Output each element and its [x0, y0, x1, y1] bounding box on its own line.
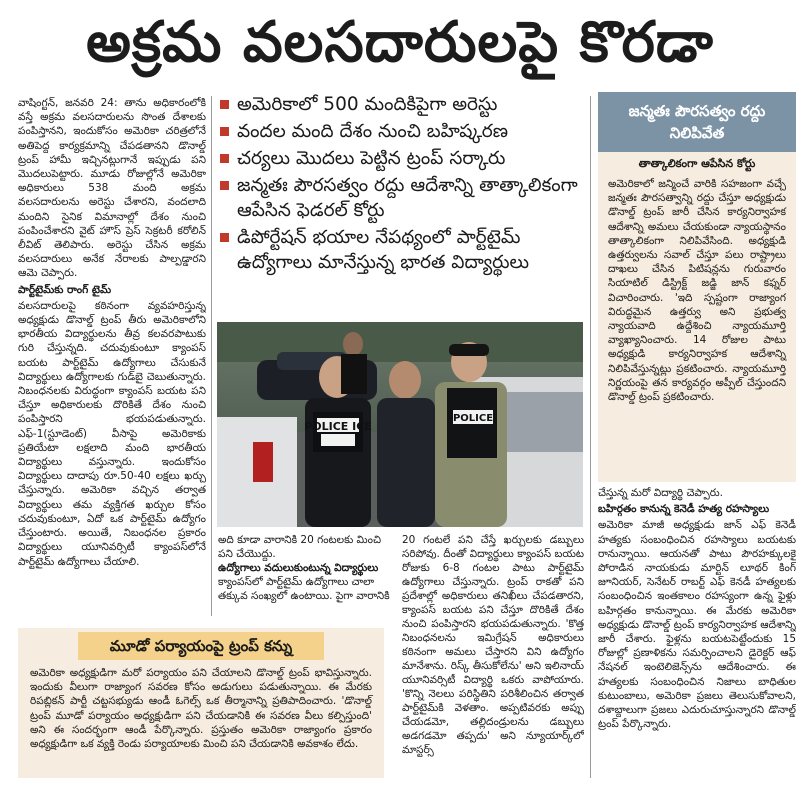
- left-intro: వాషింగ్టన్, జనవరి 24: తాను అధికారంలోకి వస్తే అక్రమ వలసదారులను సొంత దేశాలకు పంపిస్తానని, ఇందుకోసం అమెరికా చరిత్రలోనే అతిపెద్ద కార్యక్రమాన్ని చేపడతానని డొనాల్డ్ ట్రంప్ హామీ ఇచ్చినట్లుగానే ఇప్పుడు పని మొదలుపెట్టారు. మూడు రోజుల్లోనే అమెరికా అధికారులు 538 మంది అక్రమ వలసదారులను అరెస్టు చేశారని, వందలాది మందిని సైనిక విమానాల్లో దేశం నుంచి పంపించేశారని వైట్ హౌస్ ప్రెస్ సెక్రటరీ కరోలిన్ లీవిట్ తెలిపారు. అరెస్టు చేసిన అక్రమ వలసదారులు అనేక నేరాలకు పాల్పడ్డారని ఆమె చెప్పారు.: [18, 97, 206, 280]
- headline: అక్రమ వలసదారులపై కొరడా: [86, 10, 714, 75]
- column-divider: [590, 96, 591, 778]
- highlight-text: చర్యలు మొదలు పెట్టిన ట్రంప్ సర్కారు: [237, 148, 506, 169]
- ice-arrest-photo: [217, 322, 583, 527]
- caption-right-text: 20 గంటలే పని చేస్తే ఖర్చులకు డబ్బులు సరిపోవు. దీంతో విద్యార్థులు క్యాంపస్ బయట రోజుకు 6-8 గంటల పాటు పార్ట్‌టైమ్ ఉద్యోగాలు చేస్తున్నారు. ట్రంప్ రాకతో పని ప్రదేశాల్లో అధికారులు తనిఖీలు చేపడతారని, క్యాంపస్ బయట పని చేస్తూ దొరికితే దేశం నుంచి పంపిస్తారని భయపడుతున్నారు. 'కొత్త నిబంధనలను ఇమిగ్రేషన్ అధికారులు కఠినంగా అమలు చేస్తారని విని ఉద్యోగం మానేశాను. రిస్క్ తీసుకోలేను' అని ఇలినాయ్ యూనివర్సిటీ విద్యార్థి ఒకరు వాపోయారు. 'కొన్ని నెలలు పరిస్థితిని పరిశీలించిన తర్వాత పార్ట్‌టైమ్‌కి వెళతాం. అప్పటివరకు అప్పు చేయడమో, తల్లిదండ్రులను డబ్బులు అడగడమో తప్పదు' అని న్యూయార్క్‌లో మాస్టర్స్: [402, 534, 584, 756]
- left-body: వలసదారులపై కఠినంగా వ్యవహరిస్తున్న అధ్యక్షుడు డొనాల్డ్ ట్రంప్ తీరు అమెరికాలోని భారతీయ విద్యార్థులను తీవ్ర కలవరపాటుకు గురి చేస్తున్నది. చదువుకుంటూ క్యాంపస్ బయట పార్ట్‌టైమ్ ఉద్యోగాలు చేసుకునే విద్యార్థులు ఉద్యోగాలకు గుడ్‌బై చెబుతున్నారు. నిబంధనలకు విరుద్ధంగా క్యాంపస్ బయట పని చేస్తూ అధికారులకు దొరికితే దేశం నుంచి పంపిస్తారని భయపడుతున్నారు. ఎఫ్-1(స్టూడెంట్) వీసాపై అమెరికాకు ప్రతియేటా లక్షలాది మంది భారతీయ విద్యార్థులు వస్తున్నారు. ఇందుకోసం విద్యార్థులు దాదాపు రూ.50-40 లక్షలు ఖర్చు చేస్తున్నారు. అమెరికా వచ్చిన తర్వాత విద్యార్థులు తమ వ్యక్తిగత ఖర్చుల కోసం చదువుకుంటూ, ఏదో ఒక పార్ట్‌టైమ్ ఉద్యోగం చేస్తుంటారు. అయితే, నిబంధనల ప్రకారం విద్యార్థులు యూనివర్సిటీ క్యాంపస్‌లోనే పార్ట్‌టైమ్ ఉద్యోగాలు చేయాలి.: [18, 299, 206, 568]
- vest-label-left: POLICE ICE: [304, 420, 372, 433]
- caption-left-body: క్యాంపస్‌లో పార్ట్‌టైమ్ ఉద్యోగాలు చాలా తక్కువ సంఖ్యలో ఉంటాయి. పైగా వారానికి: [218, 576, 390, 602]
- right-lead: చేస్తున్న మరో విద్యార్థి చెప్పారు.: [598, 487, 723, 499]
- caption-left-subhead: ఉద్యోగాలు వదులుకుంటున్న విద్యార్థులు: [218, 562, 379, 574]
- caption-left: [218, 533, 394, 603]
- highlight-item: [218, 92, 583, 117]
- sidebox-body: అమెరికాలో జన్మించే వారికి సహజంగా వచ్చే జన్మతః పౌరసత్వాన్ని రద్దు చేస్తూ అధ్యక్షుడు డొనాల్డ్ ట్రంప్ జారీ చేసిన కార్యనిర్వాహక ఆదేశాన్ని అమలు చేయకుండా న్యాయస్థానం తాత్కాలికంగా నిలిపివేసింది. అధ్యక్షుడి ఉత్తర్వులను సవాల్ చేస్తూ పలు రాష్ట్రాలు దాఖలు చేసిన పిటిషన్లను గురువారం సియాటిల్ డిస్ట్రిక్ట్ జడ్జి జాన్ కఫ్నర్ విచారించారు. 'ఇది స్పష్టంగా రాజ్యాంగ విరుద్ధమైన ఉత్తర్వు అని ప్రభుత్వ న్యాయవాది ఉద్దేశించి న్యాయమూర్తి వ్యాఖ్యానించారు. 14 రోజుల పాటు అధ్యక్షుడి కార్యనిర్వాహక ఆదేశాన్ని నిలిపివేస్తున్నట్లు ప్రకటించారు. న్యాయమూర్తి నిర్ణయంపై తన కార్యవర్గం అప్పీల్ చేస్తుందని డొనాల్డ్ ట్రంప్ ప్రకటించారు.: [608, 178, 786, 404]
- right-column: [598, 486, 796, 780]
- left-column: [18, 96, 206, 616]
- highlights-list: [218, 92, 583, 277]
- sidebox-tag: తాత్కాలికంగా ఆపేసిన కోర్టు: [638, 157, 756, 170]
- third-term-box: [18, 628, 384, 778]
- caption-left-text: అది కూడా వారానికి 20 గంటలకు మించి పని చేయొద్దు.: [218, 534, 382, 560]
- highlight-text: జన్మతః పౌరసత్వం రద్దు ఆదేశాన్ని తాత్కాలికంగా ఆపేసిన ఫెడరల్ కోర్టు: [237, 175, 578, 221]
- news-photo: [217, 322, 583, 527]
- highlight-item: [218, 173, 583, 223]
- third-term-title: మూడో పర్యాయంపై ట్రంప్ కన్ను: [78, 632, 324, 660]
- highlight-item: [218, 225, 583, 275]
- bullet-square-icon: [220, 181, 229, 190]
- citizenship-sidebox: [598, 92, 796, 482]
- bullet-square-icon: [220, 233, 229, 242]
- vest-label-right: POLICE: [452, 413, 494, 424]
- bullet-square-icon: [220, 127, 229, 136]
- highlight-text: వందల మంది దేశం నుంచి బహిష్కరణ: [237, 121, 509, 142]
- highlight-item: [218, 119, 583, 144]
- caption-right: [402, 533, 584, 779]
- highlight-text: డిపోర్టేషన్ భయాల నేపథ్యంలో పార్ట్‌టైమ్ ఉద్యోగాలు మానేస్తున్న భారత విద్యార్థులు: [237, 227, 530, 273]
- highlight-item: [218, 146, 583, 171]
- bullet-square-icon: [220, 100, 229, 109]
- third-term-body: అమెరికా అధ్యక్షుడిగా మరో పర్యాయం పని చేయాలని డొనాల్డ్ ట్రంప్ భావిస్తున్నారు. ఇందుకు వీలుగా రాజ్యాంగ సవరణ కోసం అడుగులు పడుతున్నాయి. ఈ మేరకు రిపబ్లికన్ పార్టీ చట్టసభ్యుడు ఆండీ ఓగెల్స్ ఒక తీర్మానాన్ని ప్రతిపాదించారు. 'డొనాల్డ్ ట్రంప్ మూడో పర్యాయం అధ్యక్షుడిగా పని చేయడానికి ఈ సవరణ వీలు కల్పిస్తుంది' అని ఈ సందర్భంగా ఆండీ పేర్కొన్నారు. ప్రస్తుతం అమెరికా రాజ్యాంగం ప్రకారం అధ్యక్షుడిగా ఒక వ్యక్తి రెండు పర్యాయాలకు మించి పని చేయడానికి అవకాశం లేదు.: [30, 667, 372, 751]
- left-subhead: పార్ట్‌టైమ్‌కు రాంగ్ టైమ్: [18, 283, 112, 296]
- sidebox-title: జన్మతః పౌరసత్వం రద్దు నిలిపివేత: [598, 92, 796, 152]
- highlight-text: అమెరికాలో 500 మందికిపైగా అరెస్టు: [237, 94, 498, 115]
- bullet-square-icon: [220, 154, 229, 163]
- right-body: అమెరికా మాజీ అధ్యక్షుడు జాన్ ఎఫ్ కెనెడీ హత్యకు సంబంధించిన రహస్యాలు బయటకు రానున్నాయి. ఆయనతో పాటు పౌరహక్కులకై పోరాడిన నాయకుడు మార్టిన్ లూథర్ కింగ్ జూనియర్, సెనేటర్ రాబర్ట్ ఎఫ్ కెనడీ హత్యలకు సంబంధించిన ఇంతకాలం రహస్యంగా ఉన్న ఫైళ్లు బహిర్గతం కానున్నాయి. ఈ మేరకు అమెరికా అధ్యక్షుడు డొనాల్డ్ ట్రంప్ కార్యనిర్వాహక ఆదేశాన్ని జారీ చేశారు. ఫైళ్లను బయటపెట్టేందుకు 15 రోజుల్లో ప్రణాళికను సమర్పించాలని డైరెక్టర్ ఆఫ్ నేషనల్ ఇంటెలిజెన్స్‌ను ఆదేశించారు. ఈ హత్యలకు సంబంధించిన నిజాలు బాధితుల కుటుంబాలు, అమెరికా ప్రజలు తెలుసుకోవాలని, దశాబ్దాలుగా ప్రజలు ఎదురుచూస్తున్నారని డొనాల్డ్ ట్రంప్ పేర్కొన్నారు.: [598, 519, 796, 731]
- right-subhead: బహిర్గతం కానున్న కెనెడీ హత్య రహస్యాలు: [598, 503, 770, 516]
- column-divider: [211, 96, 212, 616]
